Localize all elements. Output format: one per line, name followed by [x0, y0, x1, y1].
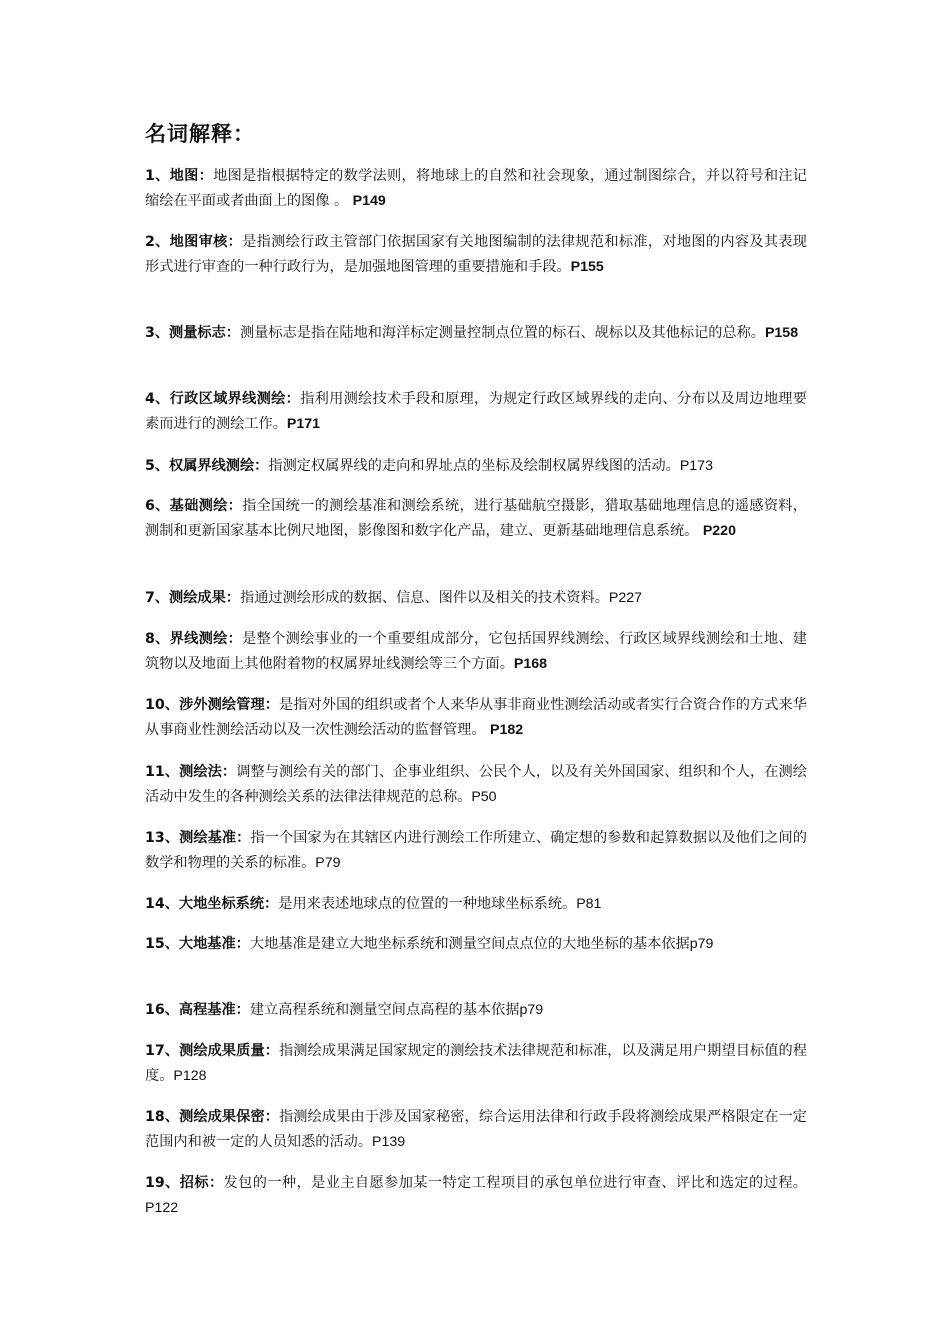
- definition-text: 测量标志是指在陆地和海洋标定测量控制点位置的标石、觇标以及其他标记的总称。: [240, 325, 765, 341]
- page-reference: P168: [513, 656, 548, 672]
- definition-term: 18、测绘成果保密：: [145, 1109, 280, 1125]
- definition-text: 指测绘成果满足国家规定的测绘技术法律规范和标准，以及满足用户期望目标值的程度。: [145, 1043, 807, 1084]
- definition-item: [145, 164, 807, 214]
- definition-term: 17、测绘成果质量：: [145, 1043, 280, 1059]
- definition-term: 8、界线测绘：: [145, 631, 243, 647]
- page-reference: P122: [145, 1200, 179, 1216]
- definition-text: 是整个测绘事业的一个重要组成部分，它包括国界线测绘、行政区域界线测绘和土地、建筑物以及地面上其他附着物的权属界址线测绘等三个方面。: [145, 631, 807, 672]
- definition-item: [145, 760, 807, 810]
- definition-term: 5、权属界线测绘：: [145, 458, 269, 474]
- page-reference: P81: [576, 896, 602, 912]
- definition-item: [145, 586, 807, 611]
- definition-term: 6、基础测绘：: [145, 498, 243, 514]
- page-reference: P128: [173, 1068, 207, 1084]
- definition-text: 指一个国家为在其辖区内进行测绘工作所建立、确定想的参数和起算数据以及他们之间的数学和物理的关系的标准。: [145, 830, 807, 871]
- definition-text: 指通过测绘形成的数据、信息、图件以及相关的技术资料。: [240, 590, 609, 606]
- definition-item: [145, 1105, 807, 1155]
- page-reference: P171: [286, 416, 321, 432]
- definition-text: 是指对外国的组织或者个人来华从事非商业性测绘活动或者实行合资合作的方式来华从事商业性测绘活动以及一次性测绘活动的监督管理。: [145, 697, 807, 738]
- definition-text: 发包的一种，是业主自愿参加某一特定工程项目的承包单位进行审查、评比和选定的过程。: [223, 1175, 807, 1191]
- page-reference: P50: [471, 789, 497, 805]
- definition-term: 15、大地基准：: [145, 936, 250, 952]
- definition-text: 是指测绘行政主管部门依据国家有关地图编制的法律规范和标准，对地图的内容及其表现形式进行审查的一种行政行为，是加强地图管理的重要措施和手段。: [145, 234, 807, 275]
- definition-item: [145, 454, 807, 479]
- definition-item: [145, 387, 807, 437]
- page-reference: P182: [490, 722, 524, 738]
- definition-text: 大地基准是建立大地坐标系统和测量空间点点位的大地坐标的基本依据: [249, 936, 690, 952]
- definition-term: 13、测绘基准：: [145, 830, 251, 846]
- definition-text: 指测定权属界线的走向和界址点的坐标及绘制权属界线图的活动。: [268, 458, 680, 474]
- page-reference: p79: [519, 1002, 544, 1018]
- definition-text: 地图是指根据特定的数学法则，将地球上的自然和社会现象，通过制图综合，并以符号和注记缩绘在平面或者曲面上的图像 。: [145, 168, 807, 209]
- page-reference: P220: [702, 523, 736, 539]
- page-reference: P149: [352, 193, 386, 209]
- definition-term: 14、大地坐标系统：: [145, 896, 279, 912]
- definition-item: [145, 321, 807, 346]
- page-reference: P139: [372, 1134, 406, 1150]
- definition-term: 19、招标：: [145, 1175, 224, 1191]
- definition-item: [145, 693, 807, 743]
- definition-text: 指测绘成果由于涉及国家秘密，综合运用法律和行政手段将测绘成果严格限定在一定范围内和被一定的人员知悉的活动。: [145, 1109, 807, 1150]
- definition-text: 指全国统一的测绘基准和测绘系统，进行基础航空摄影，猎取基础地理信息的遥感资料，测制和更新国家基本比例尺地图，影像图和数字化产品，建立、更新基础地理信息系统。: [145, 498, 807, 539]
- definition-term: 16、高程基准：: [145, 1002, 250, 1018]
- definition-text: 调整与测绘有关的部门、企事业组织、公民个人，以及有关外国国家、组织和个人，在测绘活动中发生的各种测绘关系的法律法律规范的总称。: [145, 764, 807, 805]
- definition-item: [145, 230, 807, 280]
- definition-item: [145, 892, 807, 917]
- definition-term: 4、行政区域界线测绘：: [145, 391, 301, 407]
- page-reference: P155: [570, 259, 604, 275]
- definition-term: 7、测绘成果：: [145, 590, 240, 606]
- definition-item: [145, 826, 807, 876]
- definition-text: 指利用测绘技术手段和原理，为规定行政区域界线的走向、分布以及周边地理要素而进行的测绘工作。: [145, 391, 807, 432]
- definition-item: [145, 494, 807, 544]
- page-heading: 名词解释：: [145, 122, 255, 146]
- page-reference: P227: [608, 590, 643, 606]
- definition-item: [145, 932, 807, 957]
- definition-item: [145, 1039, 807, 1089]
- definition-item: [145, 998, 807, 1023]
- page-reference: p79: [689, 936, 714, 952]
- definition-term: 2、地图审核：: [145, 234, 243, 250]
- page-reference: P79: [315, 855, 341, 871]
- definition-term: 3、测量标志：: [145, 325, 240, 341]
- definition-term: 10、涉外测绘管理：: [145, 697, 280, 713]
- page-reference: P158: [764, 325, 799, 341]
- definition-item: [145, 1171, 807, 1221]
- definition-text: 是用来表述地球点的位置的一种地球坐标系统。: [278, 896, 577, 912]
- definition-term: 1、地图：: [145, 168, 214, 184]
- definition-item: [145, 627, 807, 677]
- page-reference: P173: [679, 458, 713, 474]
- definition-term: 11、测绘法：: [145, 764, 237, 780]
- definition-text: 建立高程系统和测量空间点高程的基本依据: [249, 1002, 520, 1018]
